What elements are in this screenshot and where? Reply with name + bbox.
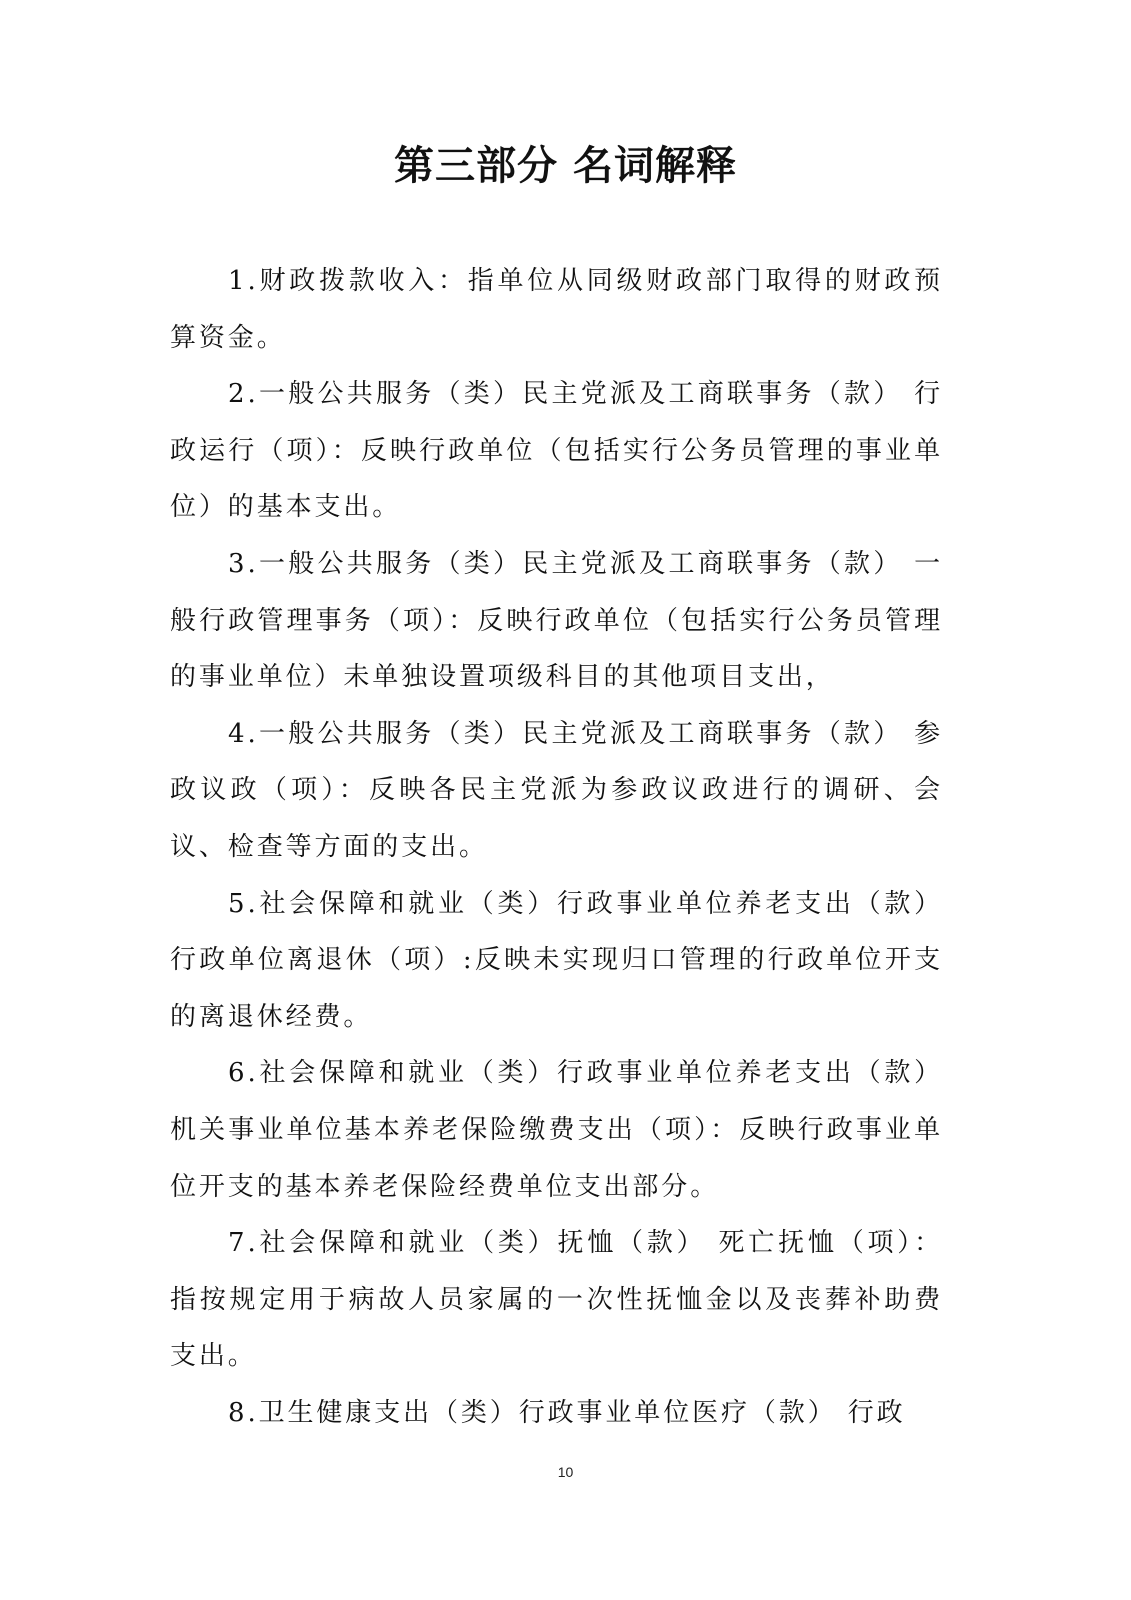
document-body (170, 253, 943, 1441)
paragraph-4: 4.一般公共服务（类）民主党派及工商联事务（款） 参政议政（项）：反映各民主党派为参政议政进行的调研、会议、检查等方面的支出。 (170, 718, 943, 862)
paragraph-6: 6.社会保障和就业（类）行政事业单位养老支出（款）机关事业单位基本养老保险缴费支出（项）：反映行政事业单位开支的基本养老保险经费单位支出部分。 (170, 1058, 943, 1202)
paragraph-5: 5.社会保障和就业（类）行政事业单位养老支出（款）行政单位离退休（项）:反映未实现归口管理的行政单位开支的离退休经费。 (170, 888, 943, 1032)
paragraph-3: 3.一般公共服务（类）民主党派及工商联事务（款） 一般行政管理事务（项）：反映行政单位（包括实行公务员管理的事业单位）未单独设置项级科目的其他项目支出， (170, 548, 943, 693)
page-title: 第三部分 名词解释 (394, 143, 737, 189)
paragraph-1: 1.财政拨款收入：指单位从同级财政部门取得的财政预算资金。 (170, 266, 943, 353)
page-number: 10 (557, 1464, 574, 1480)
paragraph-7: 7.社会保障和就业（类）抚恤（款） 死亡抚恤（项）：指按规定用于病故人员家属的一次性抚恤金以及丧葬补助费支出。 (170, 1228, 943, 1372)
paragraph-2: 2.一般公共服务（类）民主党派及工商联事务（款） 行政运行（项）：反映行政单位（包括实行公务员管理的事业单位）的基本支出。 (170, 379, 943, 523)
paragraph-8: 8.卫生健康支出（类）行政事业单位医疗（款） 行政 (228, 1397, 906, 1428)
